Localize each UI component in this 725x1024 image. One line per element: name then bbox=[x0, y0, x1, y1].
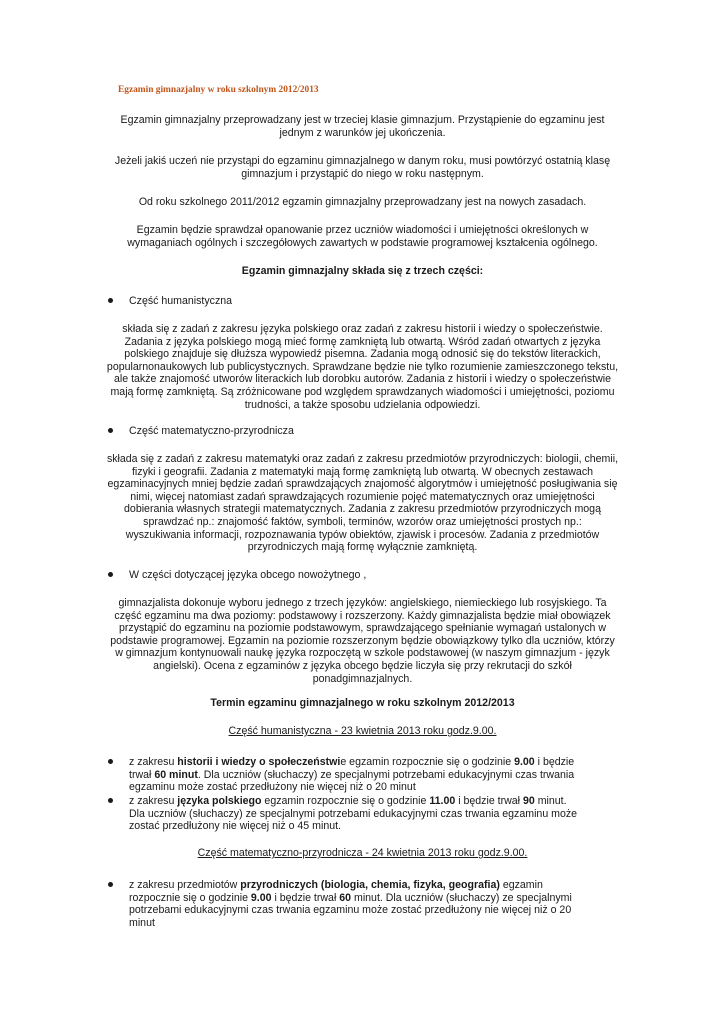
humanistic-date: Część humanistyczna - 23 kwietnia 2013 roku godz.9.00. bbox=[228, 725, 497, 737]
humanistic-history-item: z zakresu historii i wiedzy o społeczeństwie egzamin rozpocznie się o godzinie 9.00 i będzie trwał 60 minut. Dla uczniów (słuchaczy) ze specjalnymi potrzebami edukacyjnymi czas trwania egzaminu może zostać przedłużony nie więcej niż o 20 minut bbox=[129, 756, 575, 794]
math-science-date: Część matematyczno-przyrodnicza - 24 kwietnia 2013 roku godz.9.00. bbox=[197, 847, 528, 859]
schedule-heading: Termin egzaminu gimnazjalnego w roku szkolnym 2012/2013 bbox=[210, 697, 515, 709]
bullet-icon bbox=[108, 882, 113, 887]
part-math-science-label: Część matematyczno-przyrodnicza bbox=[129, 425, 294, 437]
intro-paragraph-4: Egzamin będzie sprawdzał opanowanie przez uczniów wiadomości i umiejętności określonych w wymaganiach ogólnych i szczegółowych zawartych w podstawie programowej kształcenia ogólnego. bbox=[127, 224, 598, 249]
intro-paragraph-2: Jeżeli jakiś uczeń nie przystąpi do egzaminu gimnazjalnego w danym roku, musi powtórzyć ostatnią klasę gimnazjum i przystąpić do niego w roku następnym. bbox=[114, 155, 611, 180]
document-title: Egzamin gimnazjalny w roku szkolnym 2012/2013 bbox=[118, 85, 319, 95]
bullet-icon bbox=[108, 428, 113, 433]
part-humanistic-label: Część humanistyczna bbox=[129, 295, 233, 307]
part-foreign-language-description: gimnazjalista dokonuje wyboru jednego z trzech języków: angielskiego, niemieckiego lub rosyjskiego. Ta część egzaminu ma dwa poziomy: podstawowy i rozszerzony. Każdy gimnazjalista będzie miał obowiązek przystąpić do egzaminu na poziomie podstawowym, sprawdzającego spełnianie wymagań ustalonych w podstawie programowej. Egzamin na poziomie rozszerzonym będzie obowiązkowy tylko dla uczniów, którzy w gimnazjum kontynuowali naukę języka rozpoczętą w szkole podstawowej (w naszym gimnazjum - język angielski). Ocena z egzaminów z języka obcego będzie liczyła się przy rekrutacji do szkół ponadgimnazjalnych. bbox=[110, 597, 615, 685]
intro-paragraph-1: Egzamin gimnazjalny przeprowadzany jest w trzeciej klasie gimnazjum. Przystąpienie do egzaminu jest jednym z warunków jej ukończenia. bbox=[120, 114, 605, 139]
parts-heading: Egzamin gimnazjalny składa się z trzech części: bbox=[241, 265, 484, 277]
bullet-icon bbox=[108, 759, 113, 764]
bullet-icon bbox=[108, 572, 113, 577]
part-math-science-description: składa się z zadań z zakresu matematyki oraz zadań z zakresu przedmiotów przyrodniczych: biologii, chemii, fizyki i geografii. Zadania z matematyki mają formę zamkniętą lub otwartą. W obecnych zestawach egzaminacyjnych mniej będzie zadań sprawdzających znajomość algorytmów i umiejętność posługiwania się nimi, więcej natomiast zadań sprawdzających rozumienie pojęć matematycznych oraz umiejętności dobierania własnych strategii matematycznych. Zadania z zakresu przedmiotów przyrodniczych mogą sprawdzać np.: znajomość faktów, symboli, terminów, wzorów oraz umiejętności prostych np.: wyszukiwania informacji, rozpoznawania typów obiektów, zjawisk i procesów. Zadania z przedmiotów przyrodniczych mają formę wyłącznie zamkniętą. bbox=[106, 453, 619, 554]
intro-paragraph-3: Od roku szkolnego 2011/2012 egzamin gimnazjalny przeprowadzany jest na nowych zasadach. bbox=[138, 196, 587, 208]
bullet-icon bbox=[108, 798, 113, 803]
part-foreign-language-label: W części dotyczącej języka obcego nowożytnego , bbox=[129, 569, 367, 581]
part-humanistic-description: składa się z zadań z zakresu języka polskiego oraz zadań z zakresu historii i wiedzy o społeczeństwie. Zadania z języka polskiego mogą mieć formę zamkniętą lub otwartą. Wśród zadań otwartych z języka polskiego znajduje się dłuższa wypowiedź pisemna. Zadania mogą odnosić się do tekstów literackich, popularnonaukowych lub publicystycznych. Sprawdzane będzie nie tylko rozumienie zamieszczonego tekstu, ale także znajomość utworów literackich lub dorobku autorów. Zadania z historii i wiedzy o społeczeństwie mają formę zamkniętą. Są zróżnicowane pod względem sprawdzanych wiadomości i umiejętności, poziomu trudności, a także sposobu udzielania odpowiedzi. bbox=[106, 323, 619, 411]
humanistic-polish-item: z zakresu języka polskiego egzamin rozpocznie się o godzinie 11.00 i będzie trwał 90 minut. Dla uczniów (słuchaczy) ze specjalnymi potrzebami edukacyjnymi czas trwania egzaminu może zostać przedłużony nie więcej niż o 45 minut. bbox=[129, 795, 578, 833]
bullet-icon bbox=[108, 298, 113, 303]
math-science-item: z zakresu przedmiotów przyrodniczych (biologia, chemia, fizyka, geografia) egzamin rozpocznie się o godzinie 9.00 i będzie trwał 60 minut. Dla uczniów (słuchaczy) ze specjalnymi potrzebami edukacyjnymi czas trwania egzaminu może zostać przedłużony nie więcej niż o 20 minut bbox=[129, 879, 572, 929]
